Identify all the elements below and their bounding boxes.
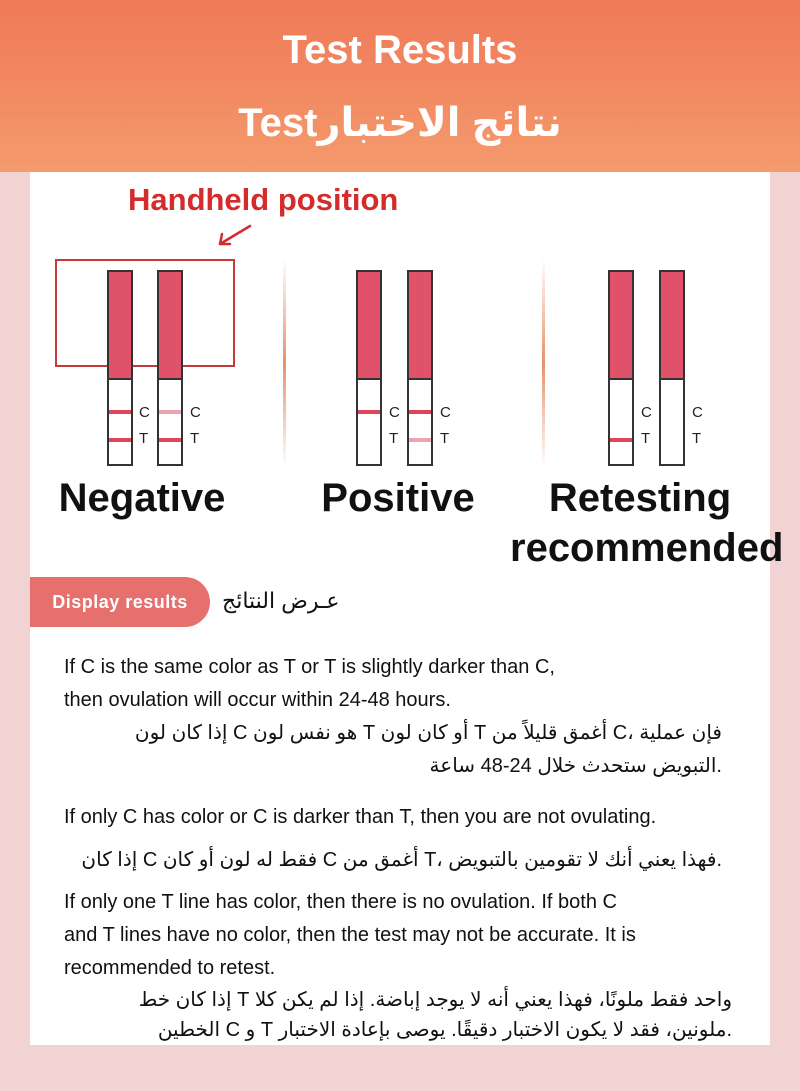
divider — [542, 258, 545, 468]
c-label: C — [440, 404, 451, 421]
info-p1-ar-2: .التبويض ستحدث خلال 24-48 ساعة — [429, 755, 722, 777]
display-results-arabic: عـرض النتائج — [222, 588, 340, 613]
test-strip-retest-2 — [659, 270, 685, 466]
handheld-position-box — [55, 259, 235, 367]
t-line — [159, 438, 181, 442]
c-line — [358, 410, 380, 414]
t-label: T — [641, 430, 651, 447]
t-label: T — [440, 430, 450, 447]
title-english: Test Results — [282, 28, 518, 72]
title-arabic: Testنتائج الاختبار — [238, 101, 562, 145]
t-label: T — [389, 430, 399, 447]
c-line — [409, 410, 431, 414]
result-positive: Positive — [321, 476, 475, 520]
c-line — [159, 410, 181, 414]
result-recommended: recommended — [510, 526, 784, 570]
test-strip-negative-1 — [107, 270, 133, 466]
result-retesting: Retesting — [548, 476, 732, 520]
t-label: T — [139, 430, 149, 447]
result-negative: Negative — [58, 476, 226, 520]
divider — [283, 258, 286, 468]
info-p3-en-3: recommended to retest. — [64, 957, 276, 979]
info-p1-en-2: then ovulation will occur within 24-48 hours. — [64, 689, 451, 711]
info-p3-ar-2: .ملونين، فقد لا يكون الاختبار دقيقًا. يوصى بإعادة الاختبار T و C الخطين — [157, 1019, 732, 1041]
arrow-icon — [214, 222, 254, 248]
info-p1-en-1: If C is the same color as T or T is slightly darker than C, — [64, 656, 555, 678]
display-results-badge: Display results — [30, 577, 210, 627]
info-p2-en: If only C has color or C is darker than T, then you are not ovulating. — [64, 806, 657, 828]
t-line — [109, 438, 131, 442]
c-label: C — [641, 404, 652, 421]
info-p3-en-1: If only one T line has color, then there is no ovulation. If both C — [64, 891, 617, 913]
test-strip-retest-1 — [608, 270, 634, 466]
test-strip-positive-1 — [356, 270, 382, 466]
info-p3-ar-1: واحد فقط ملونًا، فهذا يعني أنه لا يوجد إباضة. إذا لم يكن كلا T إذا كان خط — [138, 989, 732, 1011]
info-p2-ar: .فهذا يعني أنك لا تقومين بالتبويض ،T أغمق من C فقط له لون أو كان C إذا كان — [81, 849, 722, 871]
t-line — [409, 438, 431, 442]
c-label: C — [190, 404, 201, 421]
t-line — [610, 438, 632, 442]
info-p1-ar-1: فإن عملية ،C أغمق قليلاً من T أو كان لون T هو نفس لون C إذا كان لون — [134, 722, 722, 744]
c-label: C — [389, 404, 400, 421]
c-label: C — [139, 404, 150, 421]
header-banner — [0, 0, 800, 172]
t-label: T — [190, 430, 200, 447]
test-strip-positive-2 — [407, 270, 433, 466]
c-label: C — [692, 404, 703, 421]
t-label: T — [692, 430, 702, 447]
c-line — [109, 410, 131, 414]
test-strip-negative-2 — [157, 270, 183, 466]
handheld-position-label: Handheld position — [128, 182, 399, 217]
info-p3-en-2: and T lines have no color, then the test may not be accurate. It is — [64, 924, 636, 946]
